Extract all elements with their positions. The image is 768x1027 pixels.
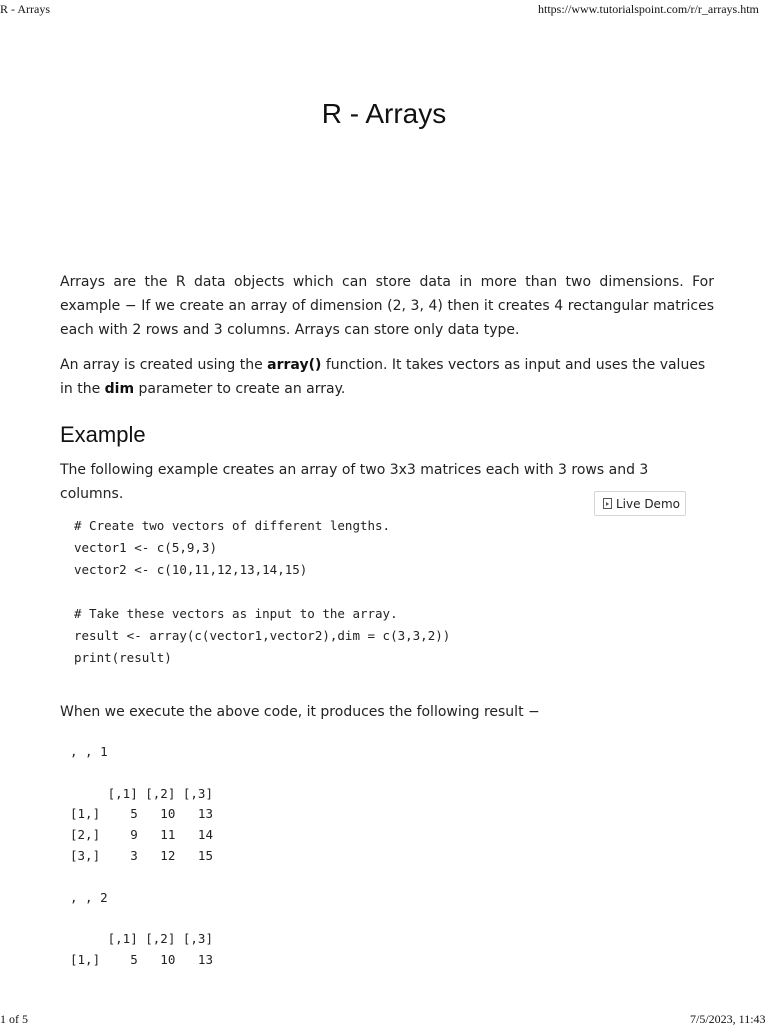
creation-text-1: An array is created using the bbox=[60, 357, 268, 373]
array-creation-paragraph bbox=[60, 353, 714, 401]
intro-paragraph: Arrays are the R data objects which can store data in more than two dimensions. For example − If we create an array of dimension (2, 3, 4) then it creates 4 rectangular matrices each with 2 rows and 3 columns. Arrays can store only data type. bbox=[60, 274, 714, 338]
live-demo-icon bbox=[603, 498, 612, 509]
print-header-url: https://www.tutorialspoint.com/r/r_arrays.htm bbox=[538, 2, 759, 16]
array-function-keyword: array() bbox=[267, 357, 322, 373]
live-demo-button[interactable] bbox=[594, 491, 686, 516]
example-description: The following example creates an array of two 3x3 matrices each with 3 rows and 3 columns. bbox=[60, 462, 649, 502]
creation-text-3: parameter to create an array. bbox=[134, 381, 346, 397]
creation-text-2: function. It takes vectors as input and uses the values in the bbox=[60, 357, 706, 397]
page-title: R - Arrays bbox=[321, 98, 447, 129]
live-demo-label: Live Demo bbox=[616, 496, 680, 511]
example-heading: Example bbox=[60, 422, 146, 447]
print-footer-datetime: 7/5/2023, 11:43 bbox=[690, 1012, 766, 1026]
result-intro: When we execute the above code, it produces the following result − bbox=[60, 704, 540, 720]
print-header-title: R - Arrays bbox=[0, 2, 50, 16]
dim-keyword: dim bbox=[104, 381, 135, 397]
print-footer-page: 1 of 5 bbox=[0, 1012, 28, 1026]
code-block: # Create two vectors of different lengths. vector1 <- c(5,9,3) vector2 <- c(10,11,12,13,14,15) # Take these vectors as input to the array. result <- array(c(vector1,vector2),dim = c(3,3,2)) print(result) bbox=[74, 518, 451, 665]
output-block: , , 1 [,1] [,2] [,3] [1,] 5 10 13 [2,] 9 11 14 [3,] 3 12 15 , , 2 [,1] [,2] [,3] [1,] 5 10 13 bbox=[70, 744, 213, 967]
